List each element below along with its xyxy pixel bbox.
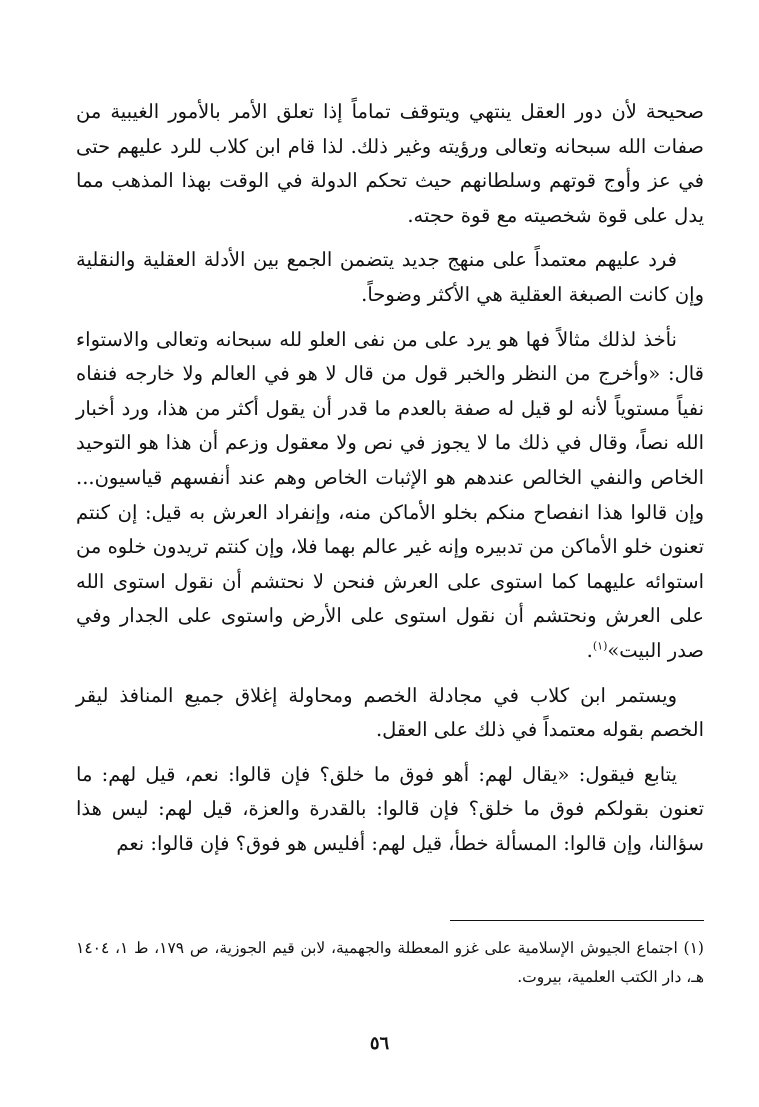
footnote-reference: (١): [592, 639, 608, 653]
footnote: (١) اجتماع الجيوش الإسلامية على غزو المعطلة والجهمية، لابن قيم الجوزية، ص ١٧٩، ط ١، ١٤٠٤ هـ، دار الكتب العلمية، بيروت.: [76, 939, 704, 986]
paragraph-5: يتابع فيقول: «يقال لهم: أهو فوق ما خلق؟ فإن قالوا: نعم، قيل لهم: ما تعنون بقولكم فوق ما خلق؟ فإن قالوا: بالقدرة والعزة، قيل لهم: ليس هذا سؤالنا، وإن قالوا: المسألة خطأ، قيل لهم: أفليس هو فوق؟ فإن قالوا: نعم: [76, 762, 704, 855]
paragraph-2: فرد عليهم معتمداً على منهج جديد يتضمن الجمع بين الأدلة العقلية والنقلية وإن كانت الصبغة العقلية هي الأكثر وضوحاً.: [76, 248, 704, 306]
body-text: [76, 95, 704, 871]
paragraph-3: [76, 323, 704, 669]
paragraph-3-end: .: [586, 638, 593, 662]
paragraph-1: صحيحة لأن دور العقل ينتهي ويتوقف تماماً إذا تعلق الأمر بالأمور الغيبية من صفات الله سبحانه وتعالى ورؤيته وغير ذلك. لذا قام ابن كلاب للرد عليهم حتى في عز وأوج قوتهم وسلطانهم حيث تحكم الدولة في الوقت بهذا المذهب مما يدل على قوة شخصيته مع قوة حجته.: [76, 100, 704, 227]
paragraph-3-text: نأخذ لذلك مثالاً فها هو يرد على من نفى العلو لله سبحانه وتعالى والاستواء قال: «وأخرج من النظر والخبر قول من قال لا هو في العالم ولا خارجه فنفاه نفياً مستوياً لأنه لو قيل له صفة بالعدم ما قدر أن يقول أكثر من هذا، ورد أخبار الله نصاً، وقال في ذلك ما لا يجوز في نص ولا معقول وزعم أن هذا هو التوحيد الخاص والنفي الخالص عندهم هو الإثبات الخاص وهم عند أنفسهم قياسيون... وإن قالوا هذا انفصاح منكم بخلو الأماكن منه، وإنفراد العرش به قيل: إن كنتم تعنون خلو الأماكن من تدبيره وإنه غير عالم بهما فلا، وإن كنتم تريدون خلوه من استوائه عليهما كما استوى على العرش فنحن لا نحتشم أن نقول استوى الله على العرش ونحتشم أن نقول استوى على الأرض واستوى على الجدار وفي صدر البيت»: [76, 327, 704, 662]
page-number: ٥٦: [369, 1033, 390, 1054]
footnote-divider: [450, 920, 704, 921]
paragraph-4: ويستمر ابن كلاب في مجادلة الخصم ومحاولة إغلاق جميع المنافذ ليقر الخصم بقوله معتمداً في ذلك على العقل.: [76, 683, 704, 742]
